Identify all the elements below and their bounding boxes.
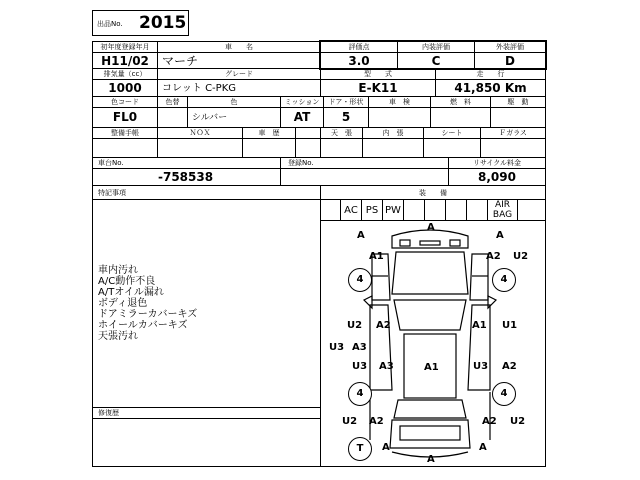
grade-value: コレット C-PKG: [162, 83, 237, 94]
manual-label: 整備手帳: [111, 129, 139, 137]
interior-trim-label: 内 張: [382, 129, 404, 137]
drive-label: 駆 動: [507, 98, 529, 106]
note-line: A/Tオイル漏れ: [98, 287, 164, 298]
year-value: H11/02: [101, 54, 149, 68]
registration-label: 登録No.: [288, 159, 314, 167]
car-name-value: マーチ: [162, 54, 199, 68]
mark-fr-door-u: U1: [502, 320, 518, 331]
year-label: 初年度登録年月: [100, 43, 150, 51]
model-label: 型 式: [364, 70, 392, 78]
inspection-label: 車 検: [389, 98, 410, 106]
mileage-value: 41,850 Km: [454, 81, 527, 95]
mark-fr-fender-u: U2: [513, 251, 529, 262]
mark-rear-a1: A: [382, 442, 390, 453]
mark-rl-door-u: U3: [352, 361, 368, 372]
note-line: ボディ退色: [98, 298, 148, 309]
mark-rl-door-a: A3: [379, 361, 394, 372]
mark-front: A: [427, 222, 435, 233]
repair-history-title: 修復歴: [98, 409, 119, 417]
mileage-label: 走 行: [476, 70, 505, 78]
exterior-label: 外装評価: [496, 43, 524, 51]
transmission-label: ミッション: [284, 98, 320, 106]
score-value: 3.0: [348, 54, 370, 68]
chassis-value: -758538: [158, 170, 214, 184]
notes-list: [98, 265, 197, 342]
mark-rr-door-u: U3: [473, 361, 489, 372]
sunroof-label: 天 張: [331, 129, 352, 137]
mark-fl-door-u: U2: [347, 320, 363, 331]
equipment-airbag: AIR BAG: [492, 200, 513, 220]
exterior-value: D: [505, 54, 515, 68]
score-label: 評価点: [348, 43, 370, 51]
spare-tire-circle: T: [348, 437, 372, 461]
note-line: 天張汚れ: [98, 331, 138, 342]
mark-fl-corner: A: [357, 230, 365, 241]
note-line: 車内汚れ: [98, 265, 138, 276]
color-code-label: 色コード: [111, 98, 139, 106]
transmission-value: AT: [293, 110, 311, 124]
mark-fl-sill-a: A3: [352, 342, 367, 353]
grade-label: グレード: [225, 70, 253, 78]
color-value: シルバー: [192, 113, 228, 123]
chassis-label: 車台No.: [98, 159, 124, 167]
mark-rear: A: [427, 454, 435, 465]
color-label: 色: [230, 98, 238, 106]
color-code-value: FL0: [112, 110, 138, 124]
mark-fl-sill-u: U3: [329, 342, 345, 353]
recycle-label: リサイクル料金: [472, 159, 522, 167]
mark-rr-door-a: A2: [502, 361, 517, 372]
equipment-ps: PS: [365, 205, 379, 216]
mark-fr-fender: A2: [486, 251, 501, 262]
glass-label: Ｆガラス: [499, 129, 527, 137]
rr-wheel-circle: 4: [492, 382, 516, 406]
nox-label: ＮＯＸ: [189, 129, 211, 137]
mark-rl-rear-u: U2: [342, 416, 358, 427]
model-value: E-K11: [358, 81, 398, 95]
note-line: ホイールカバーキズ: [98, 320, 188, 331]
lot-number-label: 出品No.: [97, 20, 123, 28]
fl-wheel-circle: 4: [348, 268, 372, 292]
mark-rear-a2: A: [479, 442, 487, 453]
mark-fl-door-a: A2: [376, 320, 391, 331]
equipment-ac: AC: [344, 205, 358, 216]
history-label: 車 歴: [258, 129, 280, 137]
mark-fr-door-a: A1: [472, 320, 487, 331]
interior-label: 内装評価: [422, 43, 450, 51]
mark-rl-rear-a: A2: [369, 416, 384, 427]
equipment-title: 装 備: [419, 189, 447, 197]
doors-label: ドア・形状: [328, 98, 364, 106]
displacement-label: 排気量（cc）: [103, 70, 147, 78]
seat-label: シート: [441, 129, 463, 137]
mark-fl-fender: A1: [369, 251, 384, 262]
mark-roof: A1: [424, 362, 439, 373]
rl-wheel-circle: 4: [348, 382, 372, 406]
interior-value: C: [431, 54, 441, 68]
car-name-label: 車 名: [225, 43, 253, 51]
note-line: A/C動作不良: [98, 276, 156, 287]
equipment-pw: PW: [385, 205, 401, 216]
mark-rr-rear-a: A2: [482, 416, 497, 427]
notes-title: 特記事項: [98, 189, 126, 197]
color-change-label: 色替: [165, 98, 180, 106]
fuel-label: 燃 料: [450, 98, 471, 106]
mark-rr-rear-u: U2: [510, 416, 526, 427]
mark-fr-corner: A: [496, 230, 504, 241]
lot-number: 2015: [139, 13, 187, 33]
recycle-value: 8,090: [478, 170, 516, 184]
doors-value: 5: [341, 110, 351, 124]
note-line: ドアミラーカバーキズ: [98, 309, 198, 320]
fr-wheel-circle: 4: [492, 268, 516, 292]
displacement-value: 1000: [108, 81, 142, 95]
